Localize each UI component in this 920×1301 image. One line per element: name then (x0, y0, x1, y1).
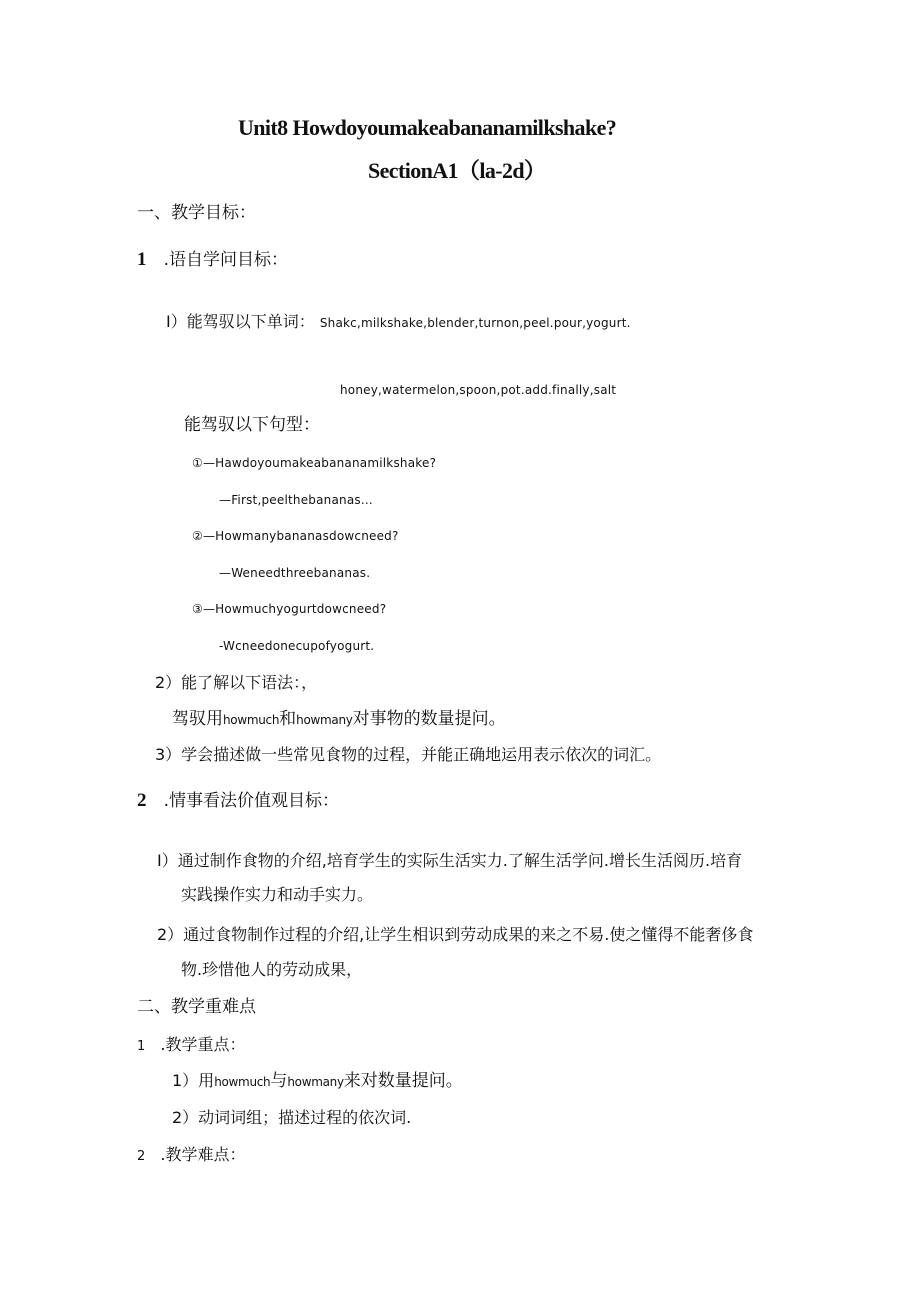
grammar-howmuch: howmuch (223, 713, 280, 727)
process-goal: 3）学会描述做一些常见食物的过程，并能正确地运用表示依次的词汇。 (155, 745, 662, 764)
vocab-line (166, 314, 631, 330)
doc-subtitle: SectionA1（la-2d） (368, 158, 546, 183)
dialogue-question: ①—Hawdoyoumakeabananamilkshake? (192, 456, 437, 470)
section-heading-key-difficult: 二、教学重难点 (137, 997, 256, 1017)
difficult-points-heading (137, 1147, 245, 1163)
kp1-howmuch: howmuch (214, 1075, 271, 1089)
doc-title: Unit8 Howdoyoumakeabananamilkshake? (238, 115, 617, 140)
values-item-line2: 实践操作实力和动手实力。 (181, 885, 374, 904)
kp1-howmany: howmany (287, 1075, 344, 1089)
kp1-pre: 1）用 (172, 1071, 215, 1090)
kp1-mid: 与 (270, 1071, 288, 1091)
key-points-label: .教学重点： (160, 1035, 246, 1054)
goal2-label: .情事看法价值观目标： (163, 791, 339, 811)
grammar-mid: 和 (279, 709, 297, 729)
grammar-howmany: howmany (296, 713, 353, 727)
goal1-label: .语自学问目标： (163, 250, 288, 270)
dialogue-answer: -Wcneedonecupofyogurt. (219, 639, 375, 653)
key-point-1 (172, 1073, 463, 1090)
difficult-label: .教学难点： (160, 1145, 246, 1164)
vocab-prefix: I）能驾驭以下单词： (166, 312, 315, 331)
dialogue-answer: —First,peelthebananas... (219, 493, 373, 507)
grammar-line (172, 711, 506, 728)
kp1-post: 来对数量提问。 (343, 1071, 463, 1091)
dialogue-question: ③—Howmuchyogurtdowcneed? (192, 602, 387, 616)
values-item-line1: 2）通过食物制作过程的介绍,让学生相识到劳动成果的来之不易.使之懂得不能奢侈食 (157, 925, 754, 944)
sentences-label: 能驾驭以下句型： (184, 415, 320, 435)
goal1-number: 1 (137, 249, 147, 270)
goal1-heading (137, 250, 288, 269)
key-point-2: 2）动词词组；描述过程的依次词. (172, 1108, 412, 1127)
values-item-line1: I）通过制作食物的介绍,培育学生的实际生活实力.了解生活学问.增长生活阅历.培育 (157, 851, 743, 870)
grammar-pre: 驾驭用 (172, 709, 223, 729)
key-points-heading (137, 1037, 245, 1053)
section-heading-goals: 一、教学目标： (137, 203, 256, 223)
vocab-words-2: honey,watermelon,spoon,pot.add.finally,salt (340, 383, 617, 397)
goal2-number: 2 (137, 790, 147, 811)
key-points-number: 1 (137, 1039, 146, 1054)
grammar-post: 对事物的数量提问。 (352, 709, 506, 729)
vocab-words-1: Shakc,milkshake,blender,turnon,peel.pour,yogurt. (319, 316, 631, 330)
dialogue-answer: —Weneedthreebananas. (219, 566, 371, 580)
dialogue-question: ②—Howmanybananasdowcneed? (192, 529, 399, 543)
values-item-line2: 物.珍惜他人的劳动成果， (181, 960, 363, 979)
grammar-label: 2）能了解以下语法：， (155, 673, 318, 692)
goal2-heading (137, 791, 339, 810)
difficult-number: 2 (137, 1149, 146, 1164)
